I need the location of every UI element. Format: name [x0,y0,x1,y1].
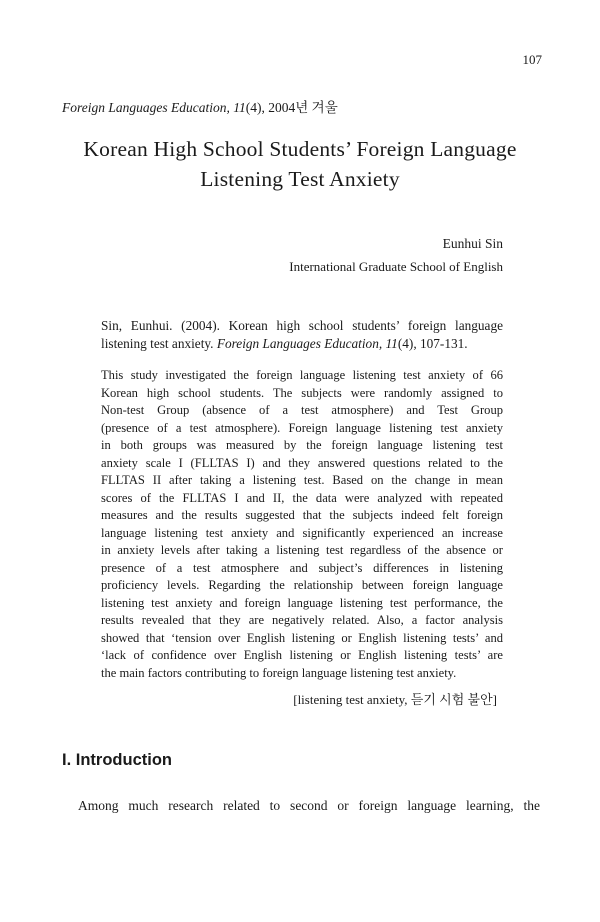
abstract-line: Non-test Group (absence of a test atmosphere) and Test Group [101,403,503,417]
journal-volume: 11 [233,100,246,115]
abstract-line: proficiency levels. Regarding the relationship between foreign language [101,578,503,592]
journal-name: Foreign Languages Education, [62,100,230,115]
citation [101,317,503,353]
intro-paragraph-line: Among much research related to second or foreign language learning, the [78,798,540,813]
abstract-line: in both groups was measured by the foreign language listening test [101,438,503,452]
abstract-line: scores of the FLLTAS I and II, the data were analyzed with repeated [101,490,503,505]
section-heading: I. Introduction [62,751,172,769]
abstract-line: results revealed that they are negatively related. Also, a factor analysis [101,613,503,627]
citation-prefix: Sin, Eunhui. (2004). Korean high school students’ foreign language listening test anxiety. [101,318,503,351]
abstract-line: showed that ‘tension over English listening or English listening tests’ and [101,630,503,645]
abstract-line: ‘lack of confidence over English listening or English listening tests’ are [101,648,503,662]
abstract-line: Korean high school students. The subjects were randomly assigned to [101,385,503,400]
abstract-line: measures and the results suggested that the subjects indeed felt foreign [101,508,503,522]
paper-title-line-1: Korean High School Students’ Foreign Language [83,137,517,161]
abstract-line: in anxiety levels after taking a listening test regardless of the absence or [101,543,503,557]
abstract-line: FLLTAS II after taking a listening test. Based on the change in mean [101,473,503,487]
author-affiliation: International Graduate School of English [289,259,503,274]
abstract-line: This study investigated the foreign language listening test anxiety of 66 [101,368,503,382]
journal-issue: (4), [245,100,265,115]
journal-year-season: 2004년 겨울 [268,100,338,115]
abstract-line: listening test anxiety and foreign language listening test performance, the [101,595,503,610]
abstract-line: anxiety scale I (FLLTAS I) and they answered questions related to the [101,455,503,470]
keywords: [listening test anxiety, 듣기 시험 불안] [293,692,497,707]
page-number: 107 [522,52,542,67]
citation-journal: Foreign Languages Education, 11 [216,336,398,351]
abstract-line: presence of a test atmosphere and subject’s differences in listening [101,560,503,575]
abstract-line: language listening test anxiety and significantly experienced an increase [101,525,503,540]
citation-suffix: (4), 107-131. [397,336,468,351]
abstract-line: (presence of a test atmosphere). Foreign language listening test anxiety [101,420,503,435]
abstract [101,367,503,682]
running-head [62,96,338,116]
paper-title-line-2: Listening Test Anxiety [200,167,400,191]
abstract-line: the main factors contributing to foreign language listening test anxiety. [101,665,457,680]
author-name: Eunhui Sin [442,236,503,251]
paper-title [0,134,600,194]
